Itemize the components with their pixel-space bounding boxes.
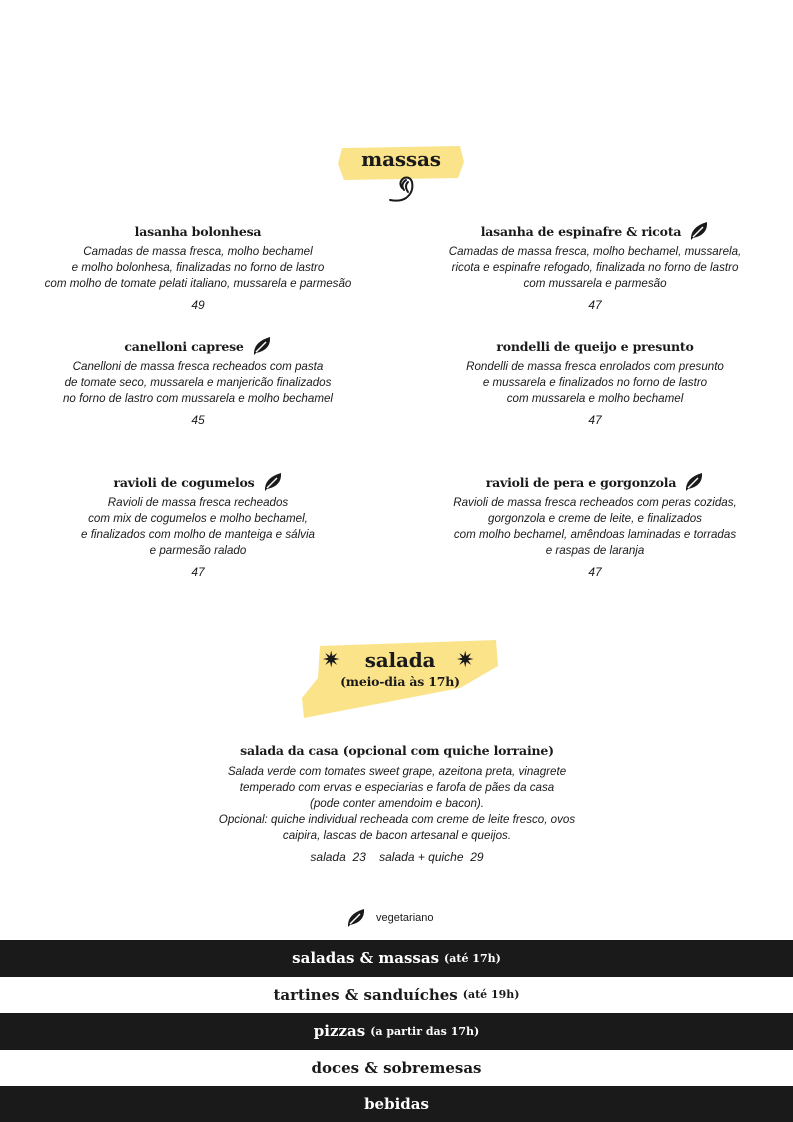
- item-title: rondelli de queijo e presunto: [496, 338, 694, 354]
- section-subtitle-salada: (meio-dia às 17h): [340, 674, 460, 689]
- item-title: lasanha bolonhesa: [134, 223, 262, 239]
- item-title-row: [8, 222, 388, 240]
- item-title: ravioli de pera e gorgonzola: [485, 474, 677, 490]
- nav-note: (até 17h): [444, 951, 501, 965]
- item-description: Camadas de massa fresca, molho bechamel, mussarela, ricota e espinafre refogado, finalizada no forno de lastro com mussarela e parmesão: [448, 245, 742, 290]
- menu-item: [8, 337, 388, 427]
- nav-label: doces & sobremesas: [311, 1058, 482, 1077]
- nav-label: bebidas: [364, 1095, 429, 1113]
- item-description: Rondelli de massa fresca enrolados com presunto e mussarela e finalizados no forno de lastro com mussarela e molho bechamel: [466, 360, 724, 405]
- asterisk-icon: ✷: [322, 648, 341, 673]
- item-price: salada 23 salada + quiche 29: [310, 850, 484, 864]
- menu-item: [405, 337, 785, 427]
- item-price: 47: [588, 298, 602, 312]
- nav-doces-sobremesas[interactable]: [0, 1050, 793, 1087]
- item-title: lasanha de espinafre & ricota: [480, 223, 682, 239]
- menu-item: [8, 222, 388, 312]
- nav-pizzas[interactable]: [0, 1013, 793, 1050]
- item-price: 49: [191, 298, 205, 312]
- item-title: canelloni caprese: [124, 338, 244, 354]
- nav-label: tartines & sanduíches: [273, 985, 458, 1004]
- nav-note: (a partir das 17h): [370, 1024, 480, 1038]
- item-title-row: [405, 337, 785, 355]
- item-title: ravioli de cogumelos: [113, 474, 255, 490]
- item-description: Ravioli de massa fresca recheados com mix de cogumelos e molho bechamel, e finalizados com molho de manteiga e sálvia e parmesão ralado: [81, 496, 315, 557]
- nav-saladas-massas[interactable]: [0, 940, 793, 977]
- nav-label: saladas & massas: [292, 949, 440, 968]
- asterisk-icon: ✷: [456, 648, 475, 673]
- item-description: Salada verde com tomates sweet grape, azeitona preta, vinagrete temperado com ervas e especiarias e farofa de pães da casa (pode conter amendoim e bacon). Opcional: quiche individual recheada com creme de leite fresco, ovos caipira, lascas de bacon artesanal e queijos.: [218, 765, 576, 842]
- section-title-massas: massas: [361, 147, 441, 171]
- legend: [346, 908, 434, 928]
- leaf-icon: [689, 221, 709, 241]
- leaf-icon: [252, 336, 272, 356]
- menu-item-salada-da-casa: [147, 741, 647, 864]
- nav-bebidas[interactable]: [0, 1086, 793, 1122]
- nav-label: pizzas: [313, 1022, 366, 1041]
- item-title-row: [8, 473, 388, 491]
- menu-item: [405, 222, 785, 312]
- leaf-icon: [263, 472, 283, 492]
- pasta-fork-icon: [386, 172, 420, 204]
- item-description: Ravioli de massa fresca recheados com peras cozidas, gorgonzola e creme de leite, e finalizados com molho bechamel, amêndoas laminadas e torradas e raspas de laranja: [453, 496, 737, 557]
- item-title-row: [405, 222, 785, 240]
- nav-note: (até 19h): [462, 988, 520, 1002]
- item-price: 45: [191, 413, 205, 427]
- menu-item: [405, 473, 785, 579]
- item-price: 47: [588, 413, 602, 427]
- legend-label: vegetariano: [376, 912, 434, 924]
- leaf-icon: [346, 908, 366, 928]
- nav-tartines-sanduiches[interactable]: [0, 977, 793, 1014]
- item-price: 47: [588, 565, 602, 579]
- item-price: 47: [191, 565, 205, 579]
- leaf-icon: [684, 472, 704, 492]
- menu-item: [8, 473, 388, 579]
- item-title-row: [405, 473, 785, 491]
- section-title-salada: salada: [364, 648, 436, 672]
- item-title: salada da casa (opcional com quiche lorraine): [240, 742, 554, 758]
- item-title-row: [8, 337, 388, 355]
- item-description: Camadas de massa fresca, molho bechamel e molho bolonhesa, finalizadas no forno de lastro com molho de tomate pelati italiano, mussarela e parmesão: [44, 245, 352, 290]
- item-description: Canelloni de massa fresca recheados com pasta de tomate seco, mussarela e manjericão finalizados no forno de lastro com mussarela e molho bechamel: [62, 360, 333, 405]
